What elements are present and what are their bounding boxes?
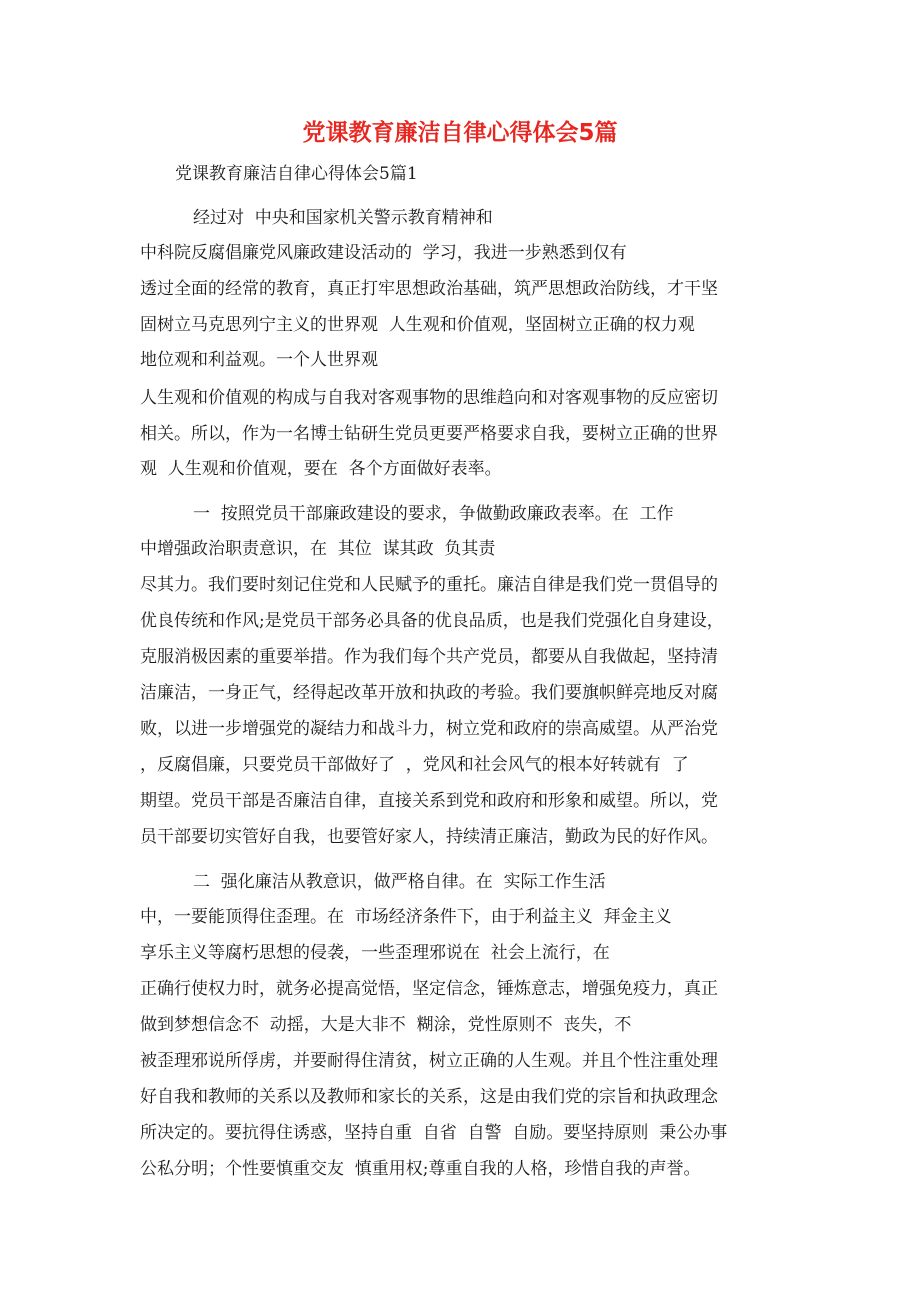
paragraph-line: 固树立马克思列宁主义的世界观 人生观和价值观，坚固树立正确的权力观 — [140, 315, 695, 335]
paragraph-line: 享乐主义等腐朽思想的侵袭，一些歪理邪说在 社会上流行，在 — [140, 943, 610, 963]
paragraph-line: 中增强政治职责意识，在 其位 谋其政 负其责 — [140, 539, 496, 559]
paragraph-line: 观 人生观和价值观，要在 各个方面做好表率。 — [140, 459, 502, 479]
paragraph-line: 地位观和利益观。一个人世界观 — [140, 350, 378, 370]
paragraph-line: 公私分明；个性要慎重交友 慎重用权;尊重自我的人格，珍惜自我的声誉。 — [140, 1159, 701, 1179]
paragraph-line: 经过对 中央和国家机关警示教育精神和 — [193, 208, 493, 228]
paragraph-line: 优良传统和作风;是党员干部务必具备的优良品质，也是我们党强化自身建设， — [140, 611, 724, 631]
paragraph-line: 期望。党员干部是否廉洁自律，直接关系到党和政府和形象和威望。所以，党 — [140, 791, 718, 811]
paragraph-line: 透过全面的经常的教育，真正打牢思想政治基础，筑严思想政治防线，才干坚 — [140, 279, 718, 299]
paragraph-line: 二 强化廉洁从教意识，做严格自律。在 实际工作生活 — [193, 872, 606, 892]
paragraph-line: 一 按照党员干部廉政建设的要求，争做勤政廉政表率。在 工作 — [193, 504, 674, 524]
document-title: 党课教育廉洁自律心得体会5篇 — [302, 120, 618, 146]
paragraph-line: 中科院反腐倡廉党风廉政建设活动的 学习，我进一步熟悉到仅有 — [140, 243, 627, 263]
paragraph-line: 洁廉洁，一身正气，经得起改革开放和执政的考验。我们要旗帜鲜亮地反对腐 — [140, 683, 718, 703]
paragraph-line: 中，一要能顶得住歪理。在 市场经济条件下，由于利益主义 拜金主义 — [140, 907, 672, 927]
paragraph-line: 败，以进一步增强党的凝结力和战斗力，树立党和政府的崇高威望。从严治党 — [140, 719, 718, 739]
paragraph-line: 做到梦想信念不 动摇，大是大非不 糊涂，党性原则不 丧失，不 — [140, 1015, 632, 1035]
paragraph-line: 好自我和教师的关系以及教师和家长的关系，这是由我们党的宗旨和执政理念 — [140, 1087, 718, 1107]
document-subtitle: 党课教育廉洁自律心得体会5篇1 — [175, 164, 418, 184]
paragraph-line: 员干部要切实管好自我，也要管好家人，持续清正廉洁，勤政为民的好作风。 — [140, 827, 718, 847]
paragraph-line: 所决定的。要抗得住诱惑，坚持自重 自省 自警 自励。要坚持原则 秉公办事 — [140, 1123, 728, 1143]
paragraph-line: 相关。所以，作为一名博士钻研生党员更要严格要求自我，要树立正确的世界 — [140, 424, 718, 444]
paragraph-line: 人生观和价值观的构成与自我对客观事物的思维趋向和对客观事物的反应密切 — [140, 388, 718, 408]
paragraph-line: 尽其力。我们要时刻记住党和人民赋予的重托。廉洁自律是我们党一贯倡导的 — [140, 575, 718, 595]
paragraph-line: 被歪理邪说所俘虏，并要耐得住清贫，树立正确的人生观。并且个性注重处理 — [140, 1051, 718, 1071]
paragraph-line: 克服消极因素的重要举措。作为我们每个共产党员，都要从自我做起，坚持清 — [140, 647, 718, 667]
paragraph-line: ，反腐倡廉，只要党员干部做好了 ，党风和社会风气的根本好转就有 了 — [140, 755, 689, 775]
paragraph-line: 正确行使权力时，就务必提高觉悟，坚定信念，锤炼意志，增强免疫力，真正 — [140, 979, 718, 999]
